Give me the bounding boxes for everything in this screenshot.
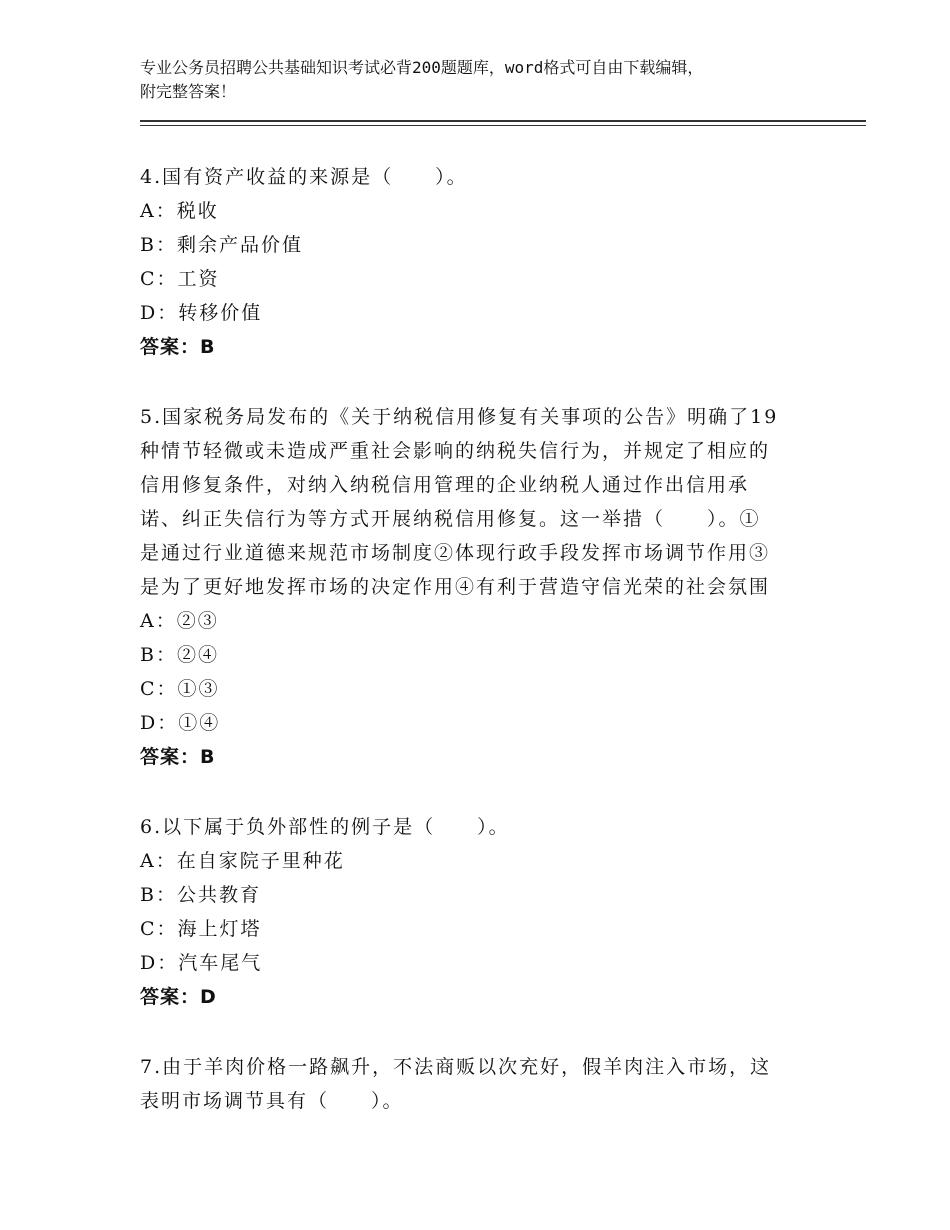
- question-stem-line: 信用修复条件，对纳入纳税信用管理的企业纳税人通过作出信用承: [140, 474, 750, 496]
- option-a: A：②③: [140, 610, 219, 632]
- option-a: A：税收: [140, 200, 219, 222]
- question-5: [140, 400, 820, 774]
- option-a: A：在自家院子里种花: [140, 850, 345, 872]
- option-d: D：汽车尾气: [140, 952, 263, 974]
- option-c: C：海上灯塔: [140, 918, 262, 940]
- answer-label: 答案：B: [140, 336, 216, 358]
- question-stem-line: 7.由于羊肉价格一路飙升，不法商贩以次充好，假羊肉注入市场，这: [140, 1056, 772, 1078]
- question-stem-line: 是通过行业道德来规范市场制度②体现行政手段发挥市场调节作用③: [140, 542, 771, 564]
- question-stem-line: 诺、纠正失信行为等方式开展纳税信用修复。这一举措（ ）。①: [140, 508, 761, 530]
- option-c: C：①③: [140, 678, 220, 700]
- question-6: [140, 810, 820, 1014]
- document-header: [140, 56, 820, 104]
- question-7: [140, 1050, 820, 1118]
- answer-label: 答案：D: [140, 986, 217, 1008]
- question-stem: 4.国有资产收益的来源是（ ）。: [140, 166, 468, 188]
- option-b: B：公共教育: [140, 884, 261, 906]
- question-stem-line: 5.国家税务局发布的《关于纳税信用修复有关事项的公告》明确了19: [140, 406, 779, 428]
- answer-label: 答案：B: [140, 746, 216, 768]
- option-d: D：转移价值: [140, 302, 263, 324]
- header-line-1: 专业公务员招聘公共基础知识考试必背200题题库，word格式可自由下载编辑，: [140, 58, 704, 77]
- header-line-2: 附完整答案！: [140, 82, 237, 101]
- option-c: C：工资: [140, 268, 220, 290]
- question-4: [140, 160, 820, 364]
- question-stem-line: 是为了更好地发挥市场的决定作用④有利于营造守信光荣的社会氛围: [140, 576, 771, 598]
- question-stem-line: 种情节轻微或未造成严重社会影响的纳税失信行为，并规定了相应的: [140, 440, 771, 462]
- header-divider-thin: [140, 125, 866, 126]
- option-d: D：①④: [140, 712, 221, 734]
- option-b: B：②④: [140, 644, 219, 666]
- option-b: B：剩余产品价值: [140, 234, 303, 256]
- question-stem-line: 表明市场调节具有（ ）。: [140, 1090, 404, 1112]
- question-list: [140, 160, 820, 1118]
- header-divider-thick: [140, 120, 866, 122]
- question-stem: 6.以下属于负外部性的例子是（ ）。: [140, 816, 510, 838]
